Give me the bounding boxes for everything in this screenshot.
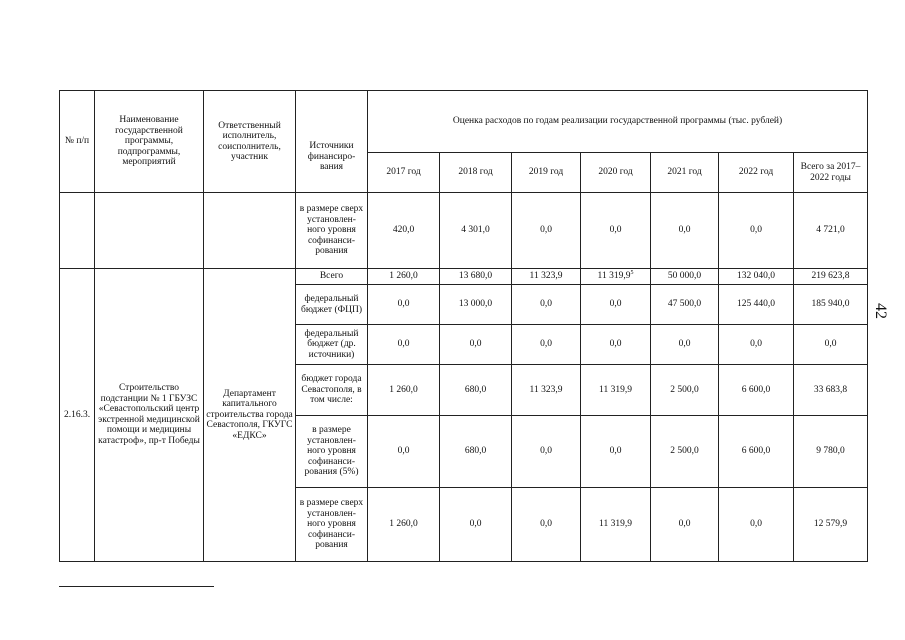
page-number: 42	[872, 303, 889, 319]
value-cell: 680,0	[440, 365, 512, 416]
year-2020: 2020 год	[581, 153, 651, 193]
value-cell: 0,0	[581, 285, 651, 325]
source-cell: в размере установлен-ного уровня софинанси-рования (5%)	[296, 416, 368, 488]
value-cell: 11 319,9	[581, 365, 651, 416]
value-cell: 0,0	[651, 193, 719, 269]
value-cell: 0,0	[512, 193, 581, 269]
value-cell: 4 301,0	[440, 193, 512, 269]
footnote-divider	[59, 586, 214, 587]
value-cell: 0,0	[512, 488, 581, 562]
value-cell: 0,0	[368, 325, 440, 365]
source-cell: федеральный бюджет (ФЦП)	[296, 285, 368, 325]
empty-cell	[60, 193, 95, 269]
header-row	[60, 91, 868, 153]
header-number: № п/п	[60, 91, 95, 193]
value-cell: 1 260,0	[368, 269, 440, 285]
value-cell: 1 260,0	[368, 365, 440, 416]
value-cell: 13 000,0	[440, 285, 512, 325]
source-cell: в размере сверх установлен-ного уровня софинанси-рования	[296, 488, 368, 562]
year-2021: 2021 год	[651, 153, 719, 193]
empty-cell	[204, 193, 296, 269]
value-cell: 6 600,0	[719, 365, 794, 416]
value-cell: 2 500,0	[651, 365, 719, 416]
value-cell: 0,0	[368, 285, 440, 325]
value-cell: 0,0	[512, 416, 581, 488]
year-2022: 2022 год	[719, 153, 794, 193]
footnote-mark: 5	[630, 270, 634, 277]
value-cell: 0,0	[794, 325, 868, 365]
budget-table	[59, 90, 868, 562]
value-cell: 0,0	[368, 416, 440, 488]
header-estimate: Оценка расходов по годам реализации государственной программы (тыс. рублей)	[368, 91, 868, 153]
value-cell: 0,0	[440, 325, 512, 365]
value-cell: 6 600,0	[719, 416, 794, 488]
value-cell: 0,0	[719, 325, 794, 365]
value-cell: 0,0	[581, 193, 651, 269]
value-cell: 4 721,0	[794, 193, 868, 269]
row-total	[60, 269, 868, 285]
header-name: Наименование государственной программы, подпрограммы, мероприятий	[95, 91, 204, 193]
value-cell: 2 500,0	[651, 416, 719, 488]
item-responsible: Департамент капитального строительства города Севастополя, ГКУГС «ЕДКС»	[204, 269, 296, 562]
year-2018: 2018 год	[440, 153, 512, 193]
value-cell: 125 440,0	[719, 285, 794, 325]
value-cell: 11 319,9	[581, 488, 651, 562]
source-cell: в размере сверх установлен-ного уровня софинанси-рования	[296, 193, 368, 269]
source-cell: федеральный бюджет (др. источники)	[296, 325, 368, 365]
item-name: Строительство подстанции № 1 ГБУЗС «Севастопольский центр экстренной медицинской помощи и медицины катастроф», пр-т Победы	[95, 269, 204, 562]
value-cell: 1 260,0	[368, 488, 440, 562]
source-cell: бюджет города Севастополя, в том числе:	[296, 365, 368, 416]
value-cell: 185 940,0	[794, 285, 868, 325]
value-cell: 680,0	[440, 416, 512, 488]
value-cell: 420,0	[368, 193, 440, 269]
value-text: 11 319,9	[597, 271, 631, 282]
empty-cell	[95, 193, 204, 269]
item-number: 2.16.3.	[60, 269, 95, 562]
value-cell: 219 623,8	[794, 269, 868, 285]
year-2017: 2017 год	[368, 153, 440, 193]
source-cell: Всего	[296, 269, 368, 285]
year-2019: 2019 год	[512, 153, 581, 193]
carry-row	[60, 193, 868, 269]
value-cell: 0,0	[440, 488, 512, 562]
value-cell: 13 680,0	[440, 269, 512, 285]
year-total: Всего за 2017–2022 годы	[794, 153, 868, 193]
value-cell: 0,0	[512, 325, 581, 365]
value-cell: 33 683,8	[794, 365, 868, 416]
value-cell: 11 323,9	[512, 365, 581, 416]
value-cell: 0,0	[651, 488, 719, 562]
value-cell: 0,0	[651, 325, 719, 365]
value-cell: 0,0	[719, 488, 794, 562]
value-cell: 0,0	[581, 325, 651, 365]
value-cell: 50 000,0	[651, 269, 719, 285]
header-responsible: Ответственный исполнитель, соисполнитель, участник	[204, 91, 296, 193]
header-sources: Источники финансиро-вания	[296, 91, 368, 193]
value-cell: 0,0	[719, 193, 794, 269]
value-cell-with-note	[581, 269, 651, 285]
value-cell: 0,0	[512, 285, 581, 325]
value-cell: 47 500,0	[651, 285, 719, 325]
value-cell: 12 579,9	[794, 488, 868, 562]
value-cell: 132 040,0	[719, 269, 794, 285]
value-cell: 0,0	[581, 416, 651, 488]
value-cell: 11 323,9	[512, 269, 581, 285]
value-cell: 9 780,0	[794, 416, 868, 488]
